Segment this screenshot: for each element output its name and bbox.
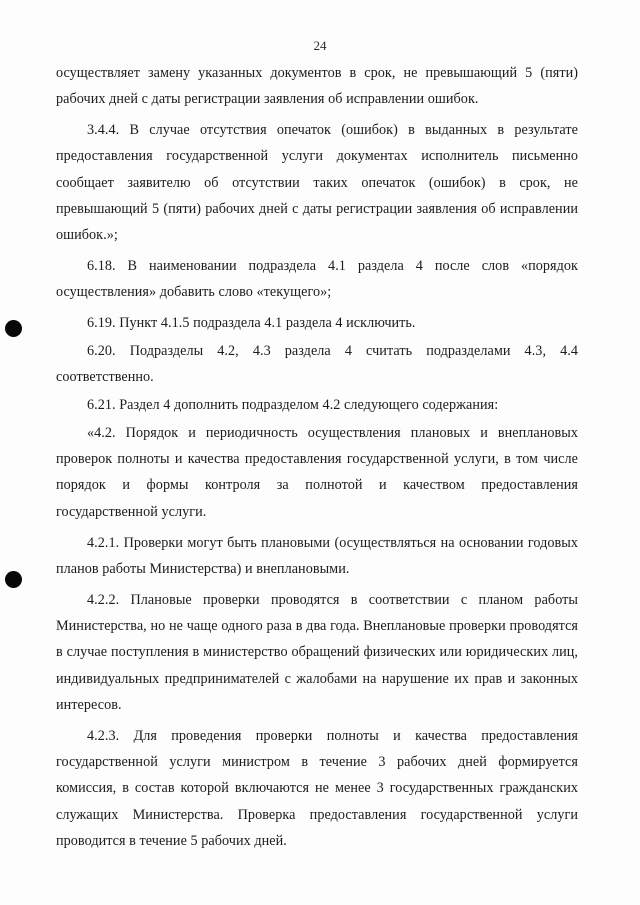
page-number: 24 xyxy=(313,38,327,53)
paragraph-4-2-1: 4.2.1. Проверки могут быть плановыми (осуществляться на основании годовых планов работы Министерства) и внеплановыми. xyxy=(56,534,578,577)
paragraph-6-20: 6.20. Подразделы 4.2, 4.3 раздела 4 считать подразделами 4.3, 4.4 соответственно. xyxy=(56,342,578,386)
paragraph-4-2-3: 4.2.3. Для проведения проверки полноты и качества предоставления государственной услуги министром в течение 3 рабочих дней формируется комиссия, в состав которой включаются не менее 3 государственных гражданских служащих Министерства. Проверка предоставления государственной услуги проводится в течение 5 рабочих дней. xyxy=(56,727,578,849)
paragraph-4-2-2: 4.2.2. Плановые проверки проводятся в соответствии с планом работы Министерства, но не чаще одного раза в два года. Внеплановые проверки проводятся в случае поступления в министерство обращений физических или юридических лиц, индивидуальных предпринимателей с жалобами на нарушение их прав и законных интересов. xyxy=(56,591,578,713)
paragraph-6-19: 6.19. Пункт 4.1.5 подраздела 4.1 раздела 4 исключить. xyxy=(87,315,416,332)
paragraph-continuation: осуществляет замену указанных документов в срок, не превышающий 5 (пяти) рабочих дней с даты регистрации заявления об исправлении ошибок. xyxy=(56,65,578,108)
paragraph-3-4-4: 3.4.4. В случае отсутствия опечаток (ошибок) в выданных в результате предоставления государственной услуги документах исполнитель письменно сообщает заявителю об отсутствии таких опечаток (ошибок) в срок, не превышающий 5 (пяти) рабочих дней с даты регистрации заявления об исправлении ошибок.»; xyxy=(56,122,578,244)
document-body xyxy=(56,60,578,859)
paragraph-6-18: 6.18. В наименовании подраздела 4.1 раздела 4 после слов «порядок осуществления» добавить слово «текущего»; xyxy=(56,258,578,301)
paragraph-4-2: «4.2. Порядок и периодичность осуществления плановых и внеплановых проверок полноты и качества предоставления государственной услуги, в том числе порядок и формы контроля за полнотой и качеством предоставления государственной услуги. xyxy=(56,424,578,520)
paragraph-6-21: 6.21. Раздел 4 дополнить подразделом 4.2 следующего содержания: xyxy=(87,397,499,414)
punch-hole-mark xyxy=(5,320,22,337)
punch-hole-mark xyxy=(5,571,22,588)
